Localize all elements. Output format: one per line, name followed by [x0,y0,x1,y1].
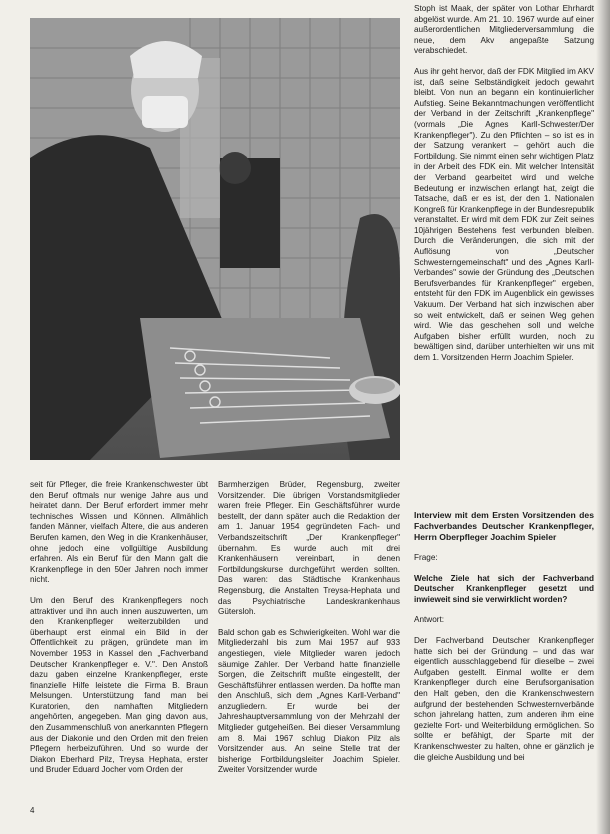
answer-label: Antwort: [414,615,445,625]
paragraph: Stoph ist Maak, der später von Lothar Ehrhardt abgelöst wurde. Am 21. 10. 1967 wurde auf einer außerordentlichen Mitgliederversammlung die neue, dem Akv angepaßte Satzung verabschiedet. [414,4,594,56]
page-number: 4 [30,806,35,815]
paragraph: Bald schon gab es Schwierigkeiten. Wohl war die Mitgliederzahl bis zum Mai 1957 auf 933 angestiegen, viele Mitglieder waren jedoch säumige Zahler. Der Verband hatte finanzielle Sorgen, die Zeitschrift mußte eingestellt, der Geschäftsführer entlassen werden. Da hoffte man den Anschluß, sich dem „Agnes Karll-Verband" anzugliedern. Er wurde bei der Jahreshauptversammlung von der Mehrzahl der Mitglieder gutgeheißen. Bei dieser Versammlung am 8. Mai 1967 schlug Diakon Pilz als Vorsitzender aus. An seine Stelle trat der bisherige Fortbildungsleiter Joachim Spieler. Zweiter Vorsitzender wurde [218,627,400,775]
answer-text: Der Fachverband Deutscher Krankenpfleger hatte sich bei der Gründung – und das war eigentlich ausschlaggebend für dieselbe – zwei Aufgaben gestellt. Einmal wollte er dem Krankenpfleger durch eine Berufsorganisation den Halt geben, den die Krankenschwestern aufgrund der bestehenden Schwesternverbände schon jahrelang hatten, zum anderen ihm eine gezielte Fort- und Weiterbildung ermöglichen. So sollte er befähigt, der Sparte mit der Krankenschwester zu halten, ohne er gänzlich je die gleiche Ausbildung und bei [414,635,594,762]
column-right-top [414,4,594,456]
photo-illustration [30,18,400,460]
column-left [30,480,208,800]
paragraph: Aus ihr geht hervor, daß der FDK Mitglied im AKV ist, daß seine Selbständigkeit jedoch gewahrt bleibt. Von nun an begann ein kontinuierlicher Aufstieg. Seine Bekanntmachungen veröffentlicht der Verband in der Zeitschrift „Krankenpflege" (vormals „Die Agnes Karll-Schwester/Der Krankenpfleger"). Zu den Pflichten – so ist es in der Satzung verankert – gehört auch die Fortbildung. Sie nimmt einen sehr wichtigen Platz in der Arbeit des FDK ein. Mit welcher Intensität der Verband gearbeitet wird und welche Bedeutung er inzwischen erlangt hat, zeigt die Tatsache, daß er es ist, der den 1. Nationalen Kongreß für Krankenpflege in der Bundesrepublik veranstaltet. Er wird mit dem FDK zur Zeit seines 10jährigen Bestehens fest verbunden bleiben. Durch die Veränderungen, die sich mit der Auflösung von „Deutscher Schwesterngemeinschaft" und des „Agnes Karll-Verbandes" sowie der Gründung des „Deutschen Berufsverbandes für Krankenpfleger" ergeben, entsteht für den FDK im Augenblick ein gewisses Vakuum. Der Verband hat sich inzwischen aber so weit entwickelt, daß er seinen Weg gehen wird. Wie das geschehen soll und welche Aufgaben bisher erfüllt wurden, noch zu bewältigen sind, darüber unterhielten wir uns mit dem 1. Vorsitzenden Herrn Joachim Spieler. [414,66,594,362]
paragraph: Um den Beruf des Krankenpflegers noch attraktiver und ihn auch innen auszuwerten, um den Krankenpfleger weiterzubilden und überhaupt erst einmal ein Bild in der Öffentlichkeit zu prägen, gründete man im November 1953 in Kassel den „Fachverband Deutscher Krankenpfleger e. V.". Den Anstoß dazu gaben einzelne Krankenpfleger, erste finanzielle Hilfe leistete die Firma B. Braun Melsungen. Unterstützung fand man bei Kuratorien, den namhaften Mitgliedern angehörten, angegeben. Man ging davon aus, den Zusammenschluß von anerkannten Pflegern aus der Diakonie und den Orden mit den freien Pflegern herbeizuführen. Und so wurde der Diakon Eberhard Pilz, Treysa Hephata, erster und Bruder Eduard Jocher vom Orden der [30,595,208,775]
page-edge-shadow [596,0,610,834]
question-label: Frage: [414,553,438,562]
paragraph: Barmherzigen Brüder, Regensburg, zweiter Vorsitzender. Die übrigen Vorstandsmitglieder waren freie Pfleger. Ein Geschäftsführer wurde bestellt, der dann später auch die Redaktion der am 1. Januar 1954 gegründeten Fach- und Verbandszeitschrift „Der Krankenpfleger" übernahm. Es wurde auch mit drei Krankenhäusern vereinbart, in denen Fortbildungskurse durchgeführt werden sollten. Das waren: das Städtische Krankenhaus Regensburg, die Anstalten Treysa-Hephata und das Psychiatrische Landeskrankenhaus Gütersloh. [218,480,400,617]
question-text: Welche Ziele hat sich der Fachverband Deutscher Krankenpfleger gesetzt und inwieweit sind sie verwirklicht worden? [414,573,594,604]
interview-title: Interview mit dem Ersten Vorsitzenden des Fachverbandes Deutscher Krankenpfleger, Herrn Oberpfleger Joachim Spieler [414,510,594,542]
operating-room-photo [30,18,400,460]
column-right-interview [414,510,594,826]
column-middle [218,480,400,806]
paragraph: seit für Pfleger, die freie Krankenschwester übt den Beruf oftmals nur wenige Jahre aus und heiratet dann. Der Beruf erfordert immer mehr technisches Wissen und Können. Allmählich fanden Männer, vielfach Ältere, die aus anderen Berufen kamen, den Weg in die Krankenhäuser, ohne jedoch eine vollgültige Ausbildung erfahren. Als ein Beruf für den Mann galt die Krankenpflege in den 50er Jahren noch immer nicht. [30,480,208,585]
